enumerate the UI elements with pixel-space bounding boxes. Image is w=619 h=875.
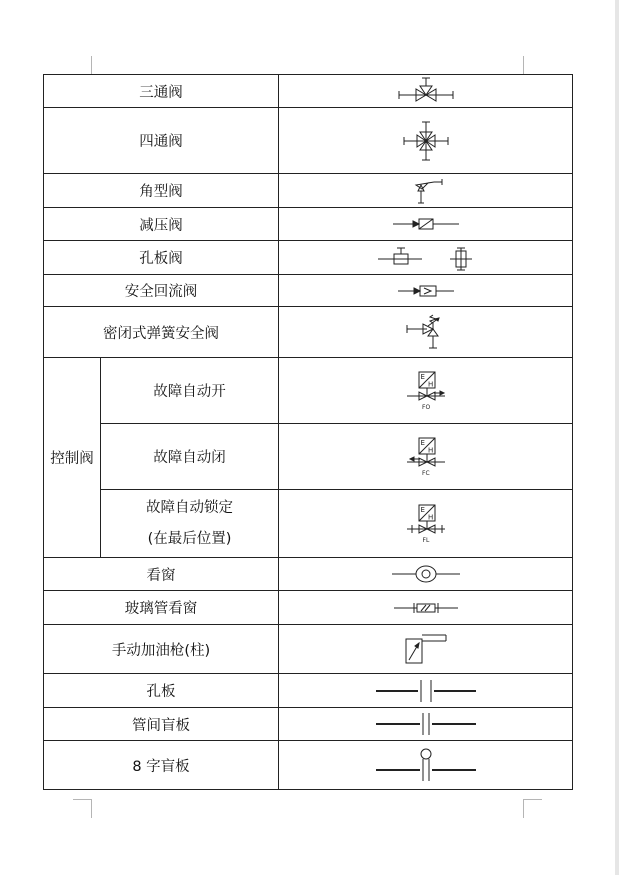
- row-name: 孔板阀: [44, 241, 279, 275]
- fail-code-label: FO: [421, 403, 430, 411]
- table-row: [44, 674, 573, 708]
- actuator-h-label: H: [427, 446, 433, 454]
- safety-return-valve-icon: [396, 282, 456, 300]
- pressure-reducing-valve-icon: [391, 214, 461, 234]
- orifice-plate-icon: [374, 678, 478, 704]
- row-name: 四通阀: [44, 108, 279, 174]
- actuator-h-label: H: [427, 513, 433, 521]
- row-name: 孔板: [44, 674, 279, 708]
- table-row: [44, 591, 573, 625]
- table-row: [44, 424, 573, 490]
- fail-lock-valve-icon: [404, 504, 448, 544]
- row-name-note: (在最后位置): [147, 530, 232, 547]
- row-name: 玻璃管看窗: [44, 591, 279, 625]
- actuator-e-label: E: [420, 372, 425, 381]
- row-name: 8 字盲板: [44, 741, 279, 790]
- table-row: [44, 490, 573, 558]
- table-row: [44, 208, 573, 241]
- table-row: [44, 708, 573, 741]
- row-name: 三通阀: [44, 75, 279, 108]
- angle-valve-icon: [406, 177, 446, 205]
- row-name: 故障自动闭: [101, 424, 279, 490]
- row-name: 故障自动锁定: [146, 499, 233, 516]
- symbol-table: [43, 74, 573, 790]
- manual-grease-gun-icon: [404, 633, 448, 665]
- glass-tube-sight-icon: [392, 599, 460, 617]
- three-way-valve-icon: [396, 76, 456, 106]
- row-name: 手动加油枪(柱): [44, 625, 279, 674]
- row-name: 角型阀: [44, 174, 279, 208]
- fail-open-valve-icon: [404, 371, 448, 411]
- row-name: 看窗: [44, 558, 279, 591]
- actuator-e-label: E: [420, 505, 425, 514]
- table-row: [44, 558, 573, 591]
- row-name: 故障自动开: [101, 358, 279, 424]
- crop-mark-bottom-right: [523, 799, 542, 818]
- orifice-valve-icon: [376, 244, 476, 272]
- table-row: [44, 307, 573, 358]
- table-row: [44, 625, 573, 674]
- control-valve-group-label: 控制阀: [44, 358, 101, 558]
- crop-mark-bottom-left: [73, 799, 92, 818]
- actuator-h-label: H: [427, 380, 433, 388]
- row-name: 管间盲板: [44, 708, 279, 741]
- row-name: 减压阀: [44, 208, 279, 241]
- table-row: [44, 174, 573, 208]
- sight-glass-icon: [390, 563, 462, 585]
- crop-mark-top-right: [523, 56, 542, 75]
- four-way-valve-icon: [398, 119, 454, 163]
- page-edge: [615, 0, 619, 875]
- row-name: 密闭式弹簧安全阀: [44, 307, 279, 358]
- actuator-e-label: E: [420, 438, 425, 447]
- figure-8-blind-icon: [374, 748, 478, 782]
- table-row: [44, 741, 573, 790]
- fail-close-valve-icon: [404, 437, 448, 477]
- table-row: [44, 108, 573, 174]
- fail-code-label: FL: [422, 536, 429, 544]
- blind-plate-icon: [374, 711, 478, 737]
- table-row: [44, 275, 573, 307]
- table-row: [44, 358, 573, 424]
- row-name: 安全回流阀: [44, 275, 279, 307]
- crop-mark-top-left: [73, 56, 92, 75]
- closed-spring-safety-valve-icon: [401, 312, 451, 352]
- table-row: [44, 241, 573, 275]
- table-row: [44, 75, 573, 108]
- fail-code-label: FC: [421, 469, 430, 477]
